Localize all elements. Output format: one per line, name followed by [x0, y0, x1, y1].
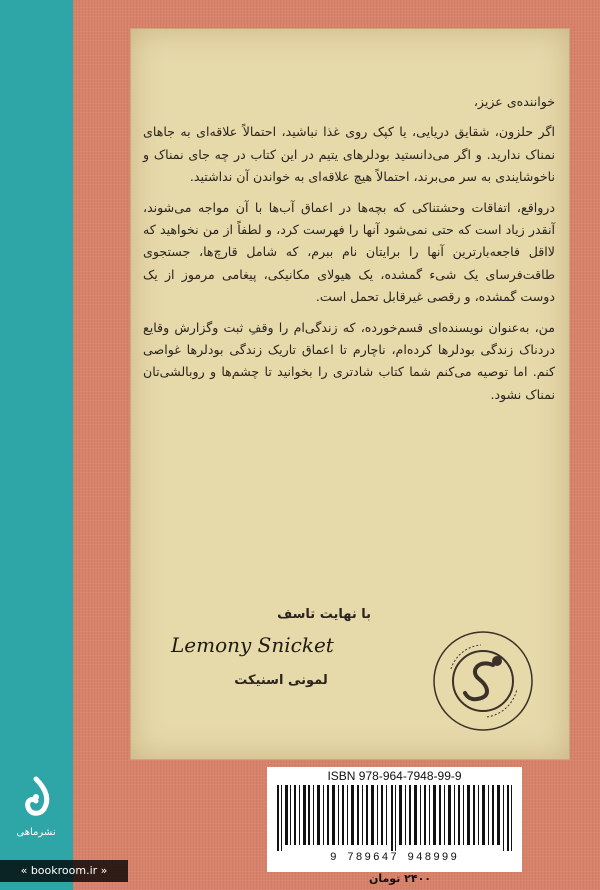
letter-body: [143, 91, 555, 414]
series-seal-icon: [431, 629, 535, 733]
barcode-icon: [275, 785, 515, 851]
handwritten-signature: Lemony Snicket: [171, 633, 334, 657]
price-label: ۲۴۰۰ تومان: [368, 872, 432, 885]
closing-line: با نهایت تاسف: [277, 607, 371, 622]
book-spine-strip: [0, 0, 73, 890]
letter-paragraph-3: من، به‌عنوان نویسنده‌ای قسم‌خورده، که زندگی‌ام را وقفِ ثبت وگزارش وقایع دردناک زندگی بودلرها کرده‌ام، ناچارم تا اعماق تاریک زندگی بودلرها غواصی کنم. اما توصیه می‌کنم شما کتاب شادتری را بخوانید تا چشم‌ها و روبالشی‌تان نمناک نشود.: [143, 319, 555, 402]
barcode-digits: 9 789647 948999: [329, 852, 460, 864]
letter-greeting: خواننده‌ی عزیز،: [473, 94, 555, 109]
letter-panel: [130, 28, 570, 760]
publisher-name: نشرماهی: [16, 827, 56, 838]
letter-paragraph-1: اگر حلزون، شقایق دریایی، یا کپک روی غذا نباشید، احتمالاً علاقه‌ای به جاهای نمناک ندارید. و اگر می‌دانستید بودلرهای یتیم در این کتاب در چه جای نمناک و ناخوشایندی به سر می‌برند، احتمالاً هیچ علاقه‌ای به خواندن آن نداشتید.: [143, 124, 555, 185]
signature-block: [171, 607, 371, 707]
barcode-box: [267, 767, 522, 872]
isbn-label: ISBN 978-964-7948-99-9: [327, 769, 462, 783]
watermark-label: « bookroom.ir »: [0, 860, 128, 882]
letter-paragraph-2: درواقع، اتفاقات وحشتناکی که بچه‌ها در اعماق آب‌ها با آن مواجه می‌شوند، آنقدر زیاد است که حتی نمی‌شود آنها را فهرست کرد، و لطفاً از من نخواهید که لااقل فاجعه‌بارترین آنها را برایتان نام ببرم، که شامل قارچ‌ها، جستجوی طاقت‌فرسای یک شیء گمشده، یک هیولای مکانیکی، پیغامی مرموز از یک دوست گمشده، و رقصی غیرقابل تحمل است.: [143, 199, 555, 305]
publisher-logo-icon: [14, 775, 58, 845]
author-name: لمونی اسنیکت: [234, 673, 328, 688]
